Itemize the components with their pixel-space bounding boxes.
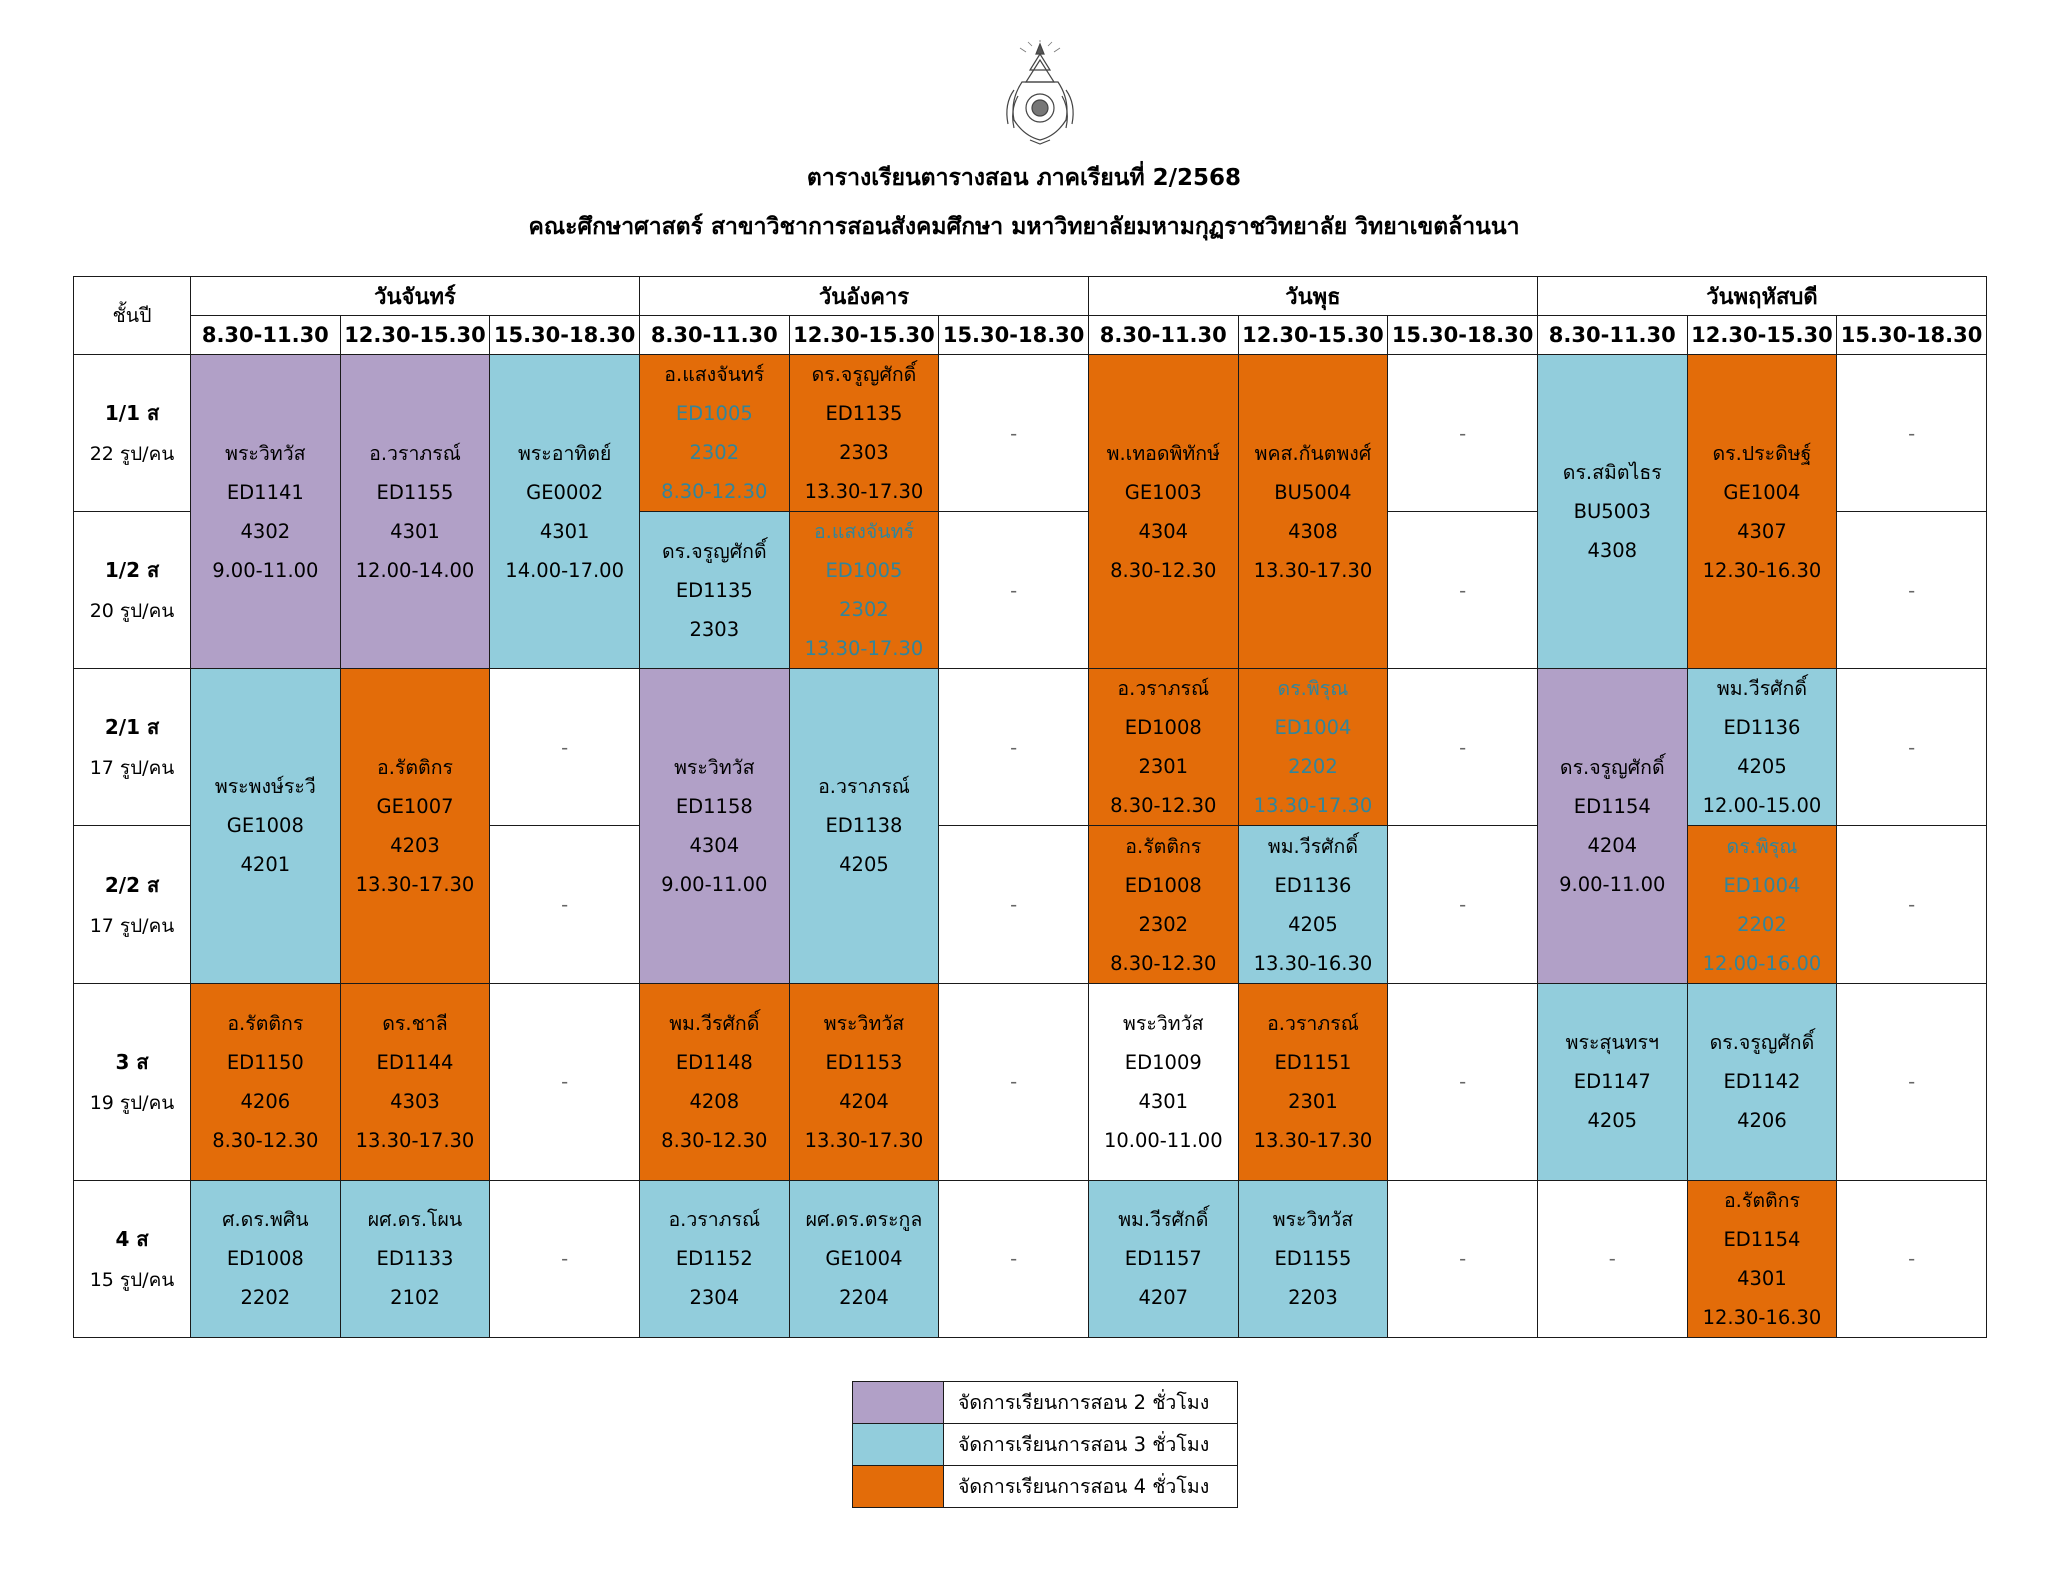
year-label: 3 ส 19 รูป/คน	[74, 983, 191, 1180]
course-code: ED1148	[675, 1050, 753, 1074]
course-code: ED1138	[825, 814, 903, 838]
course-code: ED1141	[226, 480, 304, 504]
class-cell	[1687, 1180, 1837, 1337]
empty-cell: -	[1388, 669, 1538, 826]
slot-header: 12.30-15.30	[1238, 316, 1388, 355]
empty-cell: -	[939, 512, 1089, 669]
schedule-table	[73, 276, 1987, 1338]
course-code: ED1009	[1124, 1050, 1202, 1074]
instructor-name: อ.รัตติกร	[227, 1011, 304, 1035]
course-code: ED1133	[376, 1247, 454, 1271]
room-number: 4304	[689, 833, 740, 857]
slot-header: 8.30-11.30	[639, 316, 789, 355]
instructor-name: อ.รัตติกร	[376, 755, 453, 779]
empty-cell: -	[1388, 512, 1538, 669]
empty-cell: -	[1388, 983, 1538, 1180]
room-number: 4302	[240, 519, 291, 543]
class-time: 12.00-15.00	[1702, 794, 1822, 818]
instructor-name: ศ.ดร.พศิน	[222, 1208, 309, 1232]
class-time: 13.30-17.30	[804, 637, 924, 661]
class-cell	[340, 983, 490, 1180]
legend-label: จัดการเรียนการสอน 3 ชั่วโมง	[944, 1424, 1238, 1466]
course-code: GE1004	[1723, 480, 1801, 504]
room-number: 2202	[1737, 912, 1787, 936]
course-code: ED1155	[376, 480, 454, 504]
course-code: ED1152	[675, 1247, 753, 1271]
slot-header: 12.30-15.30	[1687, 316, 1837, 355]
room-number: 2302	[689, 441, 740, 465]
instructor-name: อ.วราภรณ์	[1117, 677, 1210, 701]
course-code: ED1142	[1723, 1070, 1801, 1094]
empty-cell: -	[1837, 355, 1987, 512]
instructor-name: พระวิทวัส	[823, 1011, 905, 1035]
instructor-name: ดร.ประดิษฐ์	[1712, 441, 1812, 465]
class-cell	[340, 355, 490, 669]
class-cell	[191, 355, 341, 669]
class-cell	[1537, 983, 1687, 1180]
slot-header: 15.30-18.30	[1837, 316, 1987, 355]
instructor-name: พ.เทอดพิทักษ์	[1106, 441, 1220, 465]
empty-cell: -	[490, 1180, 640, 1337]
empty-cell: -	[490, 669, 640, 826]
instructor-name: พม.วีรศักดิ์	[1118, 1208, 1209, 1232]
instructor-name: อ.รัตติกร	[1723, 1188, 1800, 1212]
room-number: 4204	[1587, 833, 1638, 857]
instructor-name: ดร.จรูญศักดิ์	[1559, 755, 1665, 779]
class-time: 8.30-12.30	[1110, 794, 1217, 818]
course-code: ED1154	[1573, 794, 1651, 818]
course-code: ED1153	[825, 1050, 903, 1074]
instructor-name: พระอาทิตย์	[517, 441, 612, 465]
room-number: 2204	[839, 1286, 889, 1310]
course-code: ED1004	[1723, 873, 1801, 897]
empty-cell: -	[1837, 983, 1987, 1180]
instructor-name: ผศ.ดร.ตระกูล	[805, 1208, 923, 1232]
room-number: 4206	[240, 1089, 291, 1113]
class-cell	[1537, 355, 1687, 669]
class-cell	[789, 669, 939, 983]
class-time: 12.00-14.00	[355, 558, 475, 582]
class-cell	[191, 983, 341, 1180]
empty-cell: -	[1837, 1180, 1987, 1337]
course-code: ED1008	[1124, 873, 1202, 897]
room-number: 4308	[1587, 539, 1638, 563]
instructor-name: พระวิทวัส	[674, 755, 755, 779]
course-code: GE1007	[376, 794, 454, 818]
class-time: 8.30-12.30	[661, 1128, 768, 1152]
instructor-name: อ.วราภรณ์	[1267, 1011, 1359, 1035]
class-time: 8.30-12.30	[1110, 558, 1217, 582]
class-cell	[1238, 826, 1388, 983]
legend-swatch	[853, 1382, 944, 1424]
class-cell	[191, 1180, 341, 1337]
class-time: 13.30-17.30	[355, 872, 475, 896]
room-number: 4204	[839, 1089, 889, 1113]
room-number: 2301	[1138, 755, 1189, 779]
course-code: GE1004	[825, 1247, 903, 1271]
class-cell	[639, 669, 789, 983]
instructor-name: ดร.สมิตไธร	[1562, 461, 1662, 485]
class-time: 10.00-11.00	[1103, 1128, 1223, 1152]
year-label: 1/2 ส 20 รูป/คน	[74, 512, 191, 669]
room-number: 2302	[1138, 912, 1189, 936]
room-number: 4304	[1138, 519, 1189, 543]
class-cell	[789, 1180, 939, 1337]
course-code: ED1154	[1723, 1227, 1801, 1251]
class-time: 13.30-17.30	[1253, 558, 1373, 582]
legend-label: จัดการเรียนการสอน 2 ชั่วโมง	[944, 1382, 1238, 1424]
class-time: 8.30-12.30	[1110, 951, 1217, 975]
empty-cell: -	[939, 983, 1089, 1180]
room-number: 4205	[839, 853, 889, 877]
room-number: 2303	[689, 617, 740, 641]
class-time: 9.00-11.00	[212, 558, 319, 582]
course-code: GE1003	[1124, 480, 1202, 504]
instructor-name: พระวิทวัส	[1123, 1011, 1204, 1035]
class-cell	[639, 512, 789, 669]
course-code: ED1147	[1573, 1070, 1651, 1094]
empty-cell: -	[490, 826, 640, 983]
class-cell	[789, 355, 939, 512]
class-time: 12.30-16.30	[1702, 1305, 1822, 1329]
room-number: 4301	[390, 519, 440, 543]
instructor-name: พม.วีรศักดิ์	[1716, 677, 1808, 701]
empty-cell: -	[1537, 1180, 1687, 1337]
class-cell	[1088, 826, 1238, 983]
course-code: ED1135	[825, 402, 903, 426]
class-cell	[340, 1180, 490, 1337]
slot-header: 15.30-18.30	[939, 316, 1089, 355]
room-number: 4205	[1737, 755, 1787, 779]
course-code: ED1005	[825, 559, 903, 583]
class-cell	[1687, 826, 1837, 983]
room-number: 4301	[1737, 1266, 1787, 1290]
class-cell	[789, 983, 939, 1180]
class-cell	[490, 355, 640, 669]
slot-header: 8.30-11.30	[191, 316, 341, 355]
course-code: GE1008	[226, 814, 304, 838]
year-label: 4 ส 15 รูป/คน	[74, 1180, 191, 1337]
instructor-name: พคส.กันตพงศ์	[1254, 441, 1372, 465]
class-time: 13.30-16.30	[1253, 951, 1373, 975]
room-number: 2102	[390, 1286, 440, 1310]
class-cell	[1088, 1180, 1238, 1337]
empty-cell: -	[1388, 826, 1538, 983]
year-label: 1/1 ส 22 รูป/คน	[74, 355, 191, 512]
class-time: 13.30-17.30	[804, 480, 924, 504]
room-number: 4205	[1288, 912, 1338, 936]
instructor-name: ดร.จรูญศักดิ์	[661, 539, 767, 563]
class-cell	[1088, 983, 1238, 1180]
room-number: 4206	[1737, 1109, 1787, 1133]
course-code: ED1004	[1274, 716, 1352, 740]
empty-cell: -	[1388, 1180, 1538, 1337]
course-code: ED1136	[1723, 716, 1801, 740]
instructor-name: ดร.จรูญศักดิ์	[1709, 1031, 1815, 1055]
slot-header: 15.30-18.30	[490, 316, 640, 355]
slot-header: 12.30-15.30	[789, 316, 939, 355]
room-number: 4207	[1138, 1286, 1189, 1310]
room-number: 2202	[1288, 755, 1338, 779]
class-time: 8.30-12.30	[212, 1128, 319, 1152]
room-number: 4203	[390, 833, 440, 857]
legend-swatch	[853, 1424, 944, 1466]
course-code: ED1155	[1274, 1247, 1352, 1271]
slot-header: 12.30-15.30	[340, 316, 490, 355]
instructor-name: อ.แสงจันทร์	[813, 520, 914, 544]
class-cell	[1238, 355, 1388, 669]
day-header-wednesday: วันพุธ	[1088, 277, 1537, 316]
room-number: 4301	[539, 519, 590, 543]
instructor-name: อ.แสงจันทร์	[664, 363, 765, 387]
class-cell	[191, 669, 341, 983]
page-subtitle: คณะศึกษาศาสตร์ สาขาวิชาการสอนสังคมศึกษา มหาวิทยาลัยมหามกุฏราชวิทยาลัย วิทยาเขตล้านนา	[528, 214, 1520, 240]
class-cell	[1687, 983, 1837, 1180]
university-emblem-icon	[1000, 40, 1080, 146]
instructor-name: อ.วราภรณ์	[818, 775, 910, 799]
page-title: ตารางเรียนตารางสอน ภาคเรียนที่ 2/2568	[806, 165, 1242, 191]
class-cell	[1088, 669, 1238, 826]
year-label: 2/2 ส 17 รูป/คน	[74, 826, 191, 983]
class-cell	[340, 669, 490, 983]
room-number: 4307	[1737, 519, 1787, 543]
slot-header: 8.30-11.30	[1537, 316, 1687, 355]
instructor-name: พระวิทวัส	[225, 441, 306, 465]
room-number: 4208	[689, 1089, 740, 1113]
course-code: ED1135	[675, 578, 753, 602]
instructor-name: ดร.ชาลี	[382, 1011, 448, 1035]
empty-cell: -	[939, 826, 1089, 983]
instructor-name: อ.รัตติกร	[1125, 834, 1202, 858]
course-code: ED1157	[1124, 1247, 1202, 1271]
course-code: ED1150	[226, 1050, 304, 1074]
room-number: 2301	[1288, 1089, 1338, 1113]
room-number: 4205	[1587, 1109, 1638, 1133]
room-number: 2304	[689, 1286, 740, 1310]
class-cell	[1687, 669, 1837, 826]
instructor-name: พระพงษ์ระวี	[214, 775, 316, 799]
legend-swatch	[853, 1466, 944, 1508]
instructor-name: พระสุนทรฯ	[1565, 1031, 1659, 1055]
slot-header: 15.30-18.30	[1388, 316, 1538, 355]
empty-cell: -	[490, 983, 640, 1180]
room-number: 4308	[1288, 519, 1338, 543]
empty-cell: -	[1388, 355, 1538, 512]
course-code: ED1008	[226, 1247, 304, 1271]
course-code: ED1144	[376, 1050, 454, 1074]
instructor-name: พม.วีรศักดิ์	[1267, 834, 1359, 858]
year-column-header: ชั้นปี	[74, 277, 191, 355]
class-cell	[639, 983, 789, 1180]
day-header-tuesday: วันอังคาร	[639, 277, 1088, 316]
class-time: 12.00-16.00	[1702, 951, 1822, 975]
instructor-name: อ.วราภรณ์	[668, 1208, 761, 1232]
class-time: 9.00-11.00	[661, 872, 768, 896]
year-label: 2/1 ส 17 รูป/คน	[74, 669, 191, 826]
course-code: BU5004	[1274, 480, 1352, 504]
instructor-name: ดร.พิรุณ	[1726, 834, 1798, 858]
empty-cell: -	[1837, 826, 1987, 983]
course-code: ED1158	[675, 794, 753, 818]
course-code: ED1136	[1274, 873, 1352, 897]
room-number: 2303	[839, 441, 889, 465]
empty-cell: -	[939, 355, 1089, 512]
instructor-name: ดร.พิรุณ	[1277, 677, 1349, 701]
empty-cell: -	[1837, 512, 1987, 669]
day-header-monday: วันจันทร์	[191, 277, 640, 316]
class-cell	[1238, 983, 1388, 1180]
class-time: 14.00-17.00	[505, 558, 624, 582]
room-number: 2203	[1288, 1286, 1338, 1310]
day-header-thursday: วันพฤหัสบดี	[1537, 277, 1986, 316]
instructor-name: ผศ.ดร.โผน	[367, 1208, 463, 1232]
class-cell	[1238, 1180, 1388, 1337]
empty-cell: -	[939, 1180, 1089, 1337]
class-time: 13.30-17.30	[1253, 1128, 1373, 1152]
class-cell	[639, 1180, 789, 1337]
class-cell	[1537, 669, 1687, 983]
legend	[852, 1381, 1238, 1508]
room-number: 2202	[240, 1286, 291, 1310]
class-cell	[1238, 669, 1388, 826]
class-time: 13.30-17.30	[804, 1128, 924, 1152]
course-code: ED1008	[1124, 716, 1202, 740]
legend-label: จัดการเรียนการสอน 4 ชั่วโมง	[944, 1466, 1238, 1508]
instructor-name: พม.วีรศักดิ์	[669, 1011, 760, 1035]
instructor-name: พระวิทวัส	[1272, 1208, 1354, 1232]
class-cell	[1687, 355, 1837, 669]
class-time: 9.00-11.00	[1559, 872, 1666, 896]
course-code: BU5003	[1573, 500, 1651, 524]
class-time: 12.30-16.30	[1702, 558, 1822, 582]
class-time: 13.30-17.30	[355, 1128, 475, 1152]
slot-header: 8.30-11.30	[1088, 316, 1238, 355]
class-cell	[789, 512, 939, 669]
room-number: 4301	[1138, 1089, 1189, 1113]
course-code: GE0002	[526, 480, 604, 504]
room-number: 4303	[390, 1089, 440, 1113]
room-number: 4201	[240, 853, 291, 877]
class-time: 13.30-17.30	[1253, 794, 1373, 818]
instructor-name: อ.วราภรณ์	[369, 441, 461, 465]
class-cell	[1088, 355, 1238, 669]
class-cell	[639, 355, 789, 512]
room-number: 2302	[839, 598, 889, 622]
instructor-name: ดร.จรูญศักดิ์	[811, 363, 917, 387]
course-code: ED1151	[1274, 1050, 1352, 1074]
empty-cell: -	[1837, 669, 1987, 826]
class-time: 8.30-12.30	[661, 480, 768, 504]
empty-cell: -	[939, 669, 1089, 826]
course-code: ED1005	[675, 402, 753, 426]
